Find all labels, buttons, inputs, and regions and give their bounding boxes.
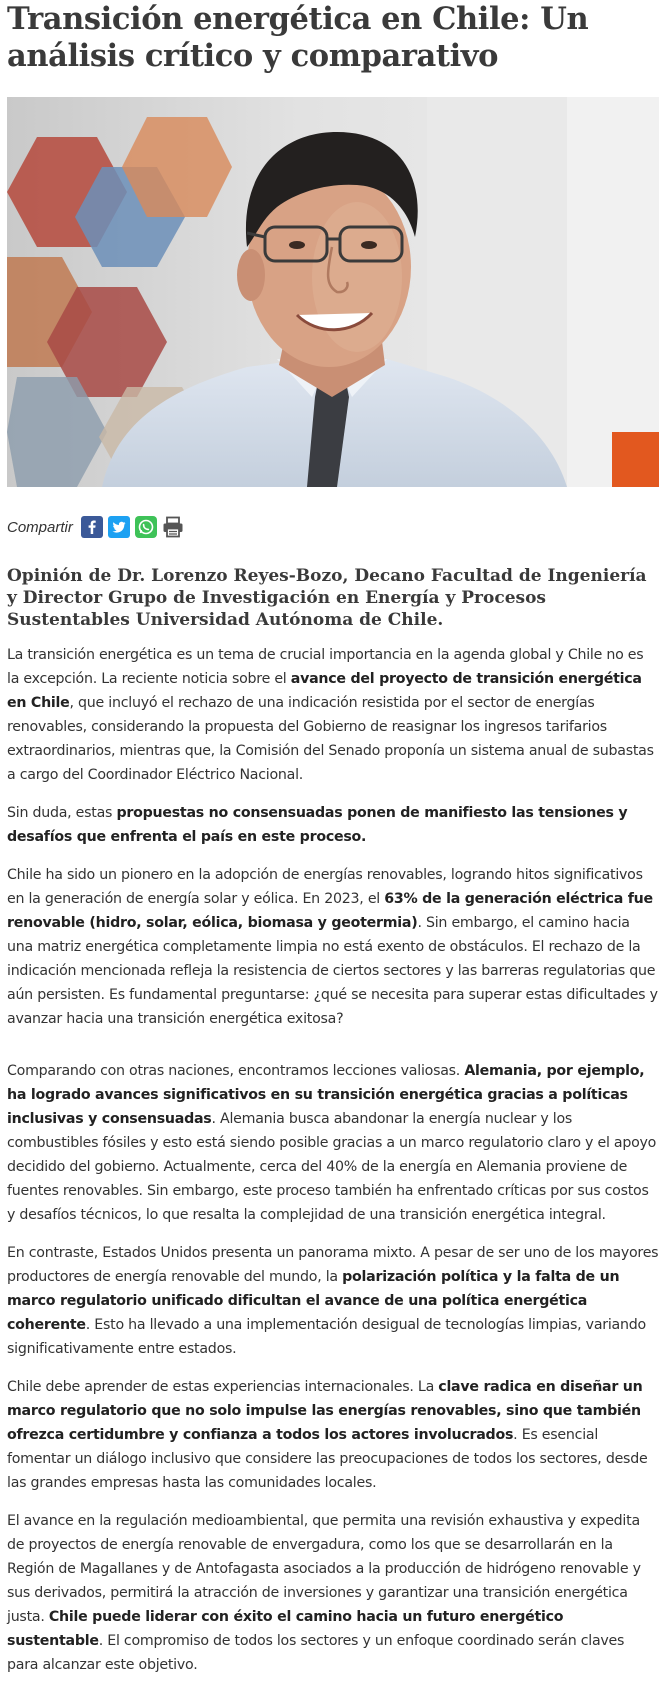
highlight: Chile puede liderar con éxito el camino hacia un futuro energético sustentable	[7, 1609, 564, 1649]
paragraph-2: Sin duda, estas propuestas no consensuadas ponen de manifiesto las tensiones y desafíos que enfrenta el país en este proceso.	[7, 805, 628, 845]
author-photo-illustration	[7, 97, 659, 487]
highlight: clave radica en diseñar un marco regulatorio que no solo impulse las energías renovables, sino que también ofrezca certidumbre y confianza a todos los actores involucrados	[7, 1379, 643, 1443]
article-title: Transición energética en Chile: Un análisis crítico y comparativo	[7, 1, 589, 74]
paragraph-6: Chile debe aprender de estas experiencias internacionales. La clave radica en diseñar un marco regulatorio que no solo impulse las energías renovables, sino que también ofrezca certidumbre y confianza a todos los actores involucrados. Es esencial fomentar un diálogo inclusivo que considere las preocupaciones de todos los sectores, desde las grandes empresas hasta las comunidades locales.	[7, 1379, 648, 1491]
paragraph-5: En contraste, Estados Unidos presenta un panorama mixto. A pesar de ser uno de los mayores productores de energía renovable del mundo, la polarización política y la falta de un marco regulatorio unificado dificultan el avance de una política energética coherente. Esto ha llevado a una implementación desigual de tecnologías limpias, variando significativamente entre estados.	[7, 1245, 659, 1357]
whatsapp-icon[interactable]	[135, 516, 157, 538]
highlight: Alemania, por ejemplo, ha logrado avances significativos en su transición energética gracias a políticas inclusivas y consensuadas	[7, 1063, 645, 1127]
paragraph-1: La transición energética es un tema de crucial importancia en la agenda global y Chile no es la excepción. La reciente noticia sobre el avance del proyecto de transición energética en Chile, que incluyó el rechazo de una indicación resistida por el sector de energías renovables, considerando la propuesta del Gobierno de reasignar los ingresos tarifarios extraordinarios, mientras que, la Comisión del Senado proponía un sistema anual de subastas a cargo del Coordinador Eléctrico Nacional.	[7, 647, 654, 783]
article	[7, 0, 659, 1673]
paragraph-3: Chile ha sido un pionero en la adopción de energías renovables, logrando hitos significativos en la generación de energía solar y eólica. En 2023, el 63% de la generación eléctrica fue renovable (hidro, solar, eólica, biomasa y geotermia). Sin embargo, el camino hacia una matriz energética completamente limpia no está exento de obstáculos. El rechazo de la indicación mencionada refleja la resistencia de ciertos sectores y las barreras regulatorias que aún persisten. Es fundamental preguntarse: ¿qué se necesita para superar estas dificultades y avanzar hacia una transición energética exitosa?	[7, 867, 658, 1027]
article-body	[7, 643, 659, 1691]
paragraph-4: Comparando con otras naciones, encontramos lecciones valiosas. Alemania, por ejemplo, ha logrado avances significativos en su transición energética gracias a políticas inclusivas y consensuadas. Alemania busca abandonar la energía nuclear y los combustibles fósiles y esto está siendo posible gracias a un marco regulatorio claro y el apoyo decidido del gobierno. Actualmente, cerca del 40% de la energía en Alemania proviene de fuentes renovables. Sin embargo, este proceso también ha enfrentado críticas por sus costos y desafíos técnicos, lo que resalta la complejidad de una transición energética integral.	[7, 1063, 657, 1223]
print-icon[interactable]	[162, 516, 184, 538]
highlight: propuestas no consensuadas ponen de manifiesto las tensiones y desafíos que enfrenta el país en este proceso.	[7, 805, 628, 845]
twitter-icon[interactable]	[108, 516, 130, 538]
author-byline: Opinión de Dr. Lorenzo Reyes-Bozo, Decano Facultad de Ingeniería y Director Grupo de Investigación en Energía y Procesos Sustentables Universidad Autónoma de Chile.	[7, 566, 647, 630]
highlight: polarización política y la falta de un marco regulatorio unificado dificultan el avance de una política energética coherente	[7, 1269, 620, 1333]
author-photo	[7, 97, 659, 487]
paragraph-7: El avance en la regulación medioambiental, que permita una revisión exhaustiva y expedita de proyectos de energía renovable de envergadura, como los que se desarrollarán en la Región de Magallanes y de Antofagasta asociados a la producción de hidrógeno renovable y sus derivados, permitirá la atracción de inversiones y garantizar una transición energética justa. Chile puede liderar con éxito el camino hacia un futuro energético sustentable. El compromiso de todos los sectores y un enfoque coordinado serán claves para alcanzar este objetivo.	[7, 1513, 641, 1673]
highlight: 63% de la generación eléctrica fue renovable (hidro, solar, eólica, biomasa y geotermia)	[7, 891, 653, 931]
highlight: avance del proyecto de transición energética en Chile	[7, 671, 642, 711]
facebook-icon[interactable]	[81, 516, 103, 538]
share-label: Compartir	[7, 518, 73, 536]
share-bar	[7, 513, 189, 541]
